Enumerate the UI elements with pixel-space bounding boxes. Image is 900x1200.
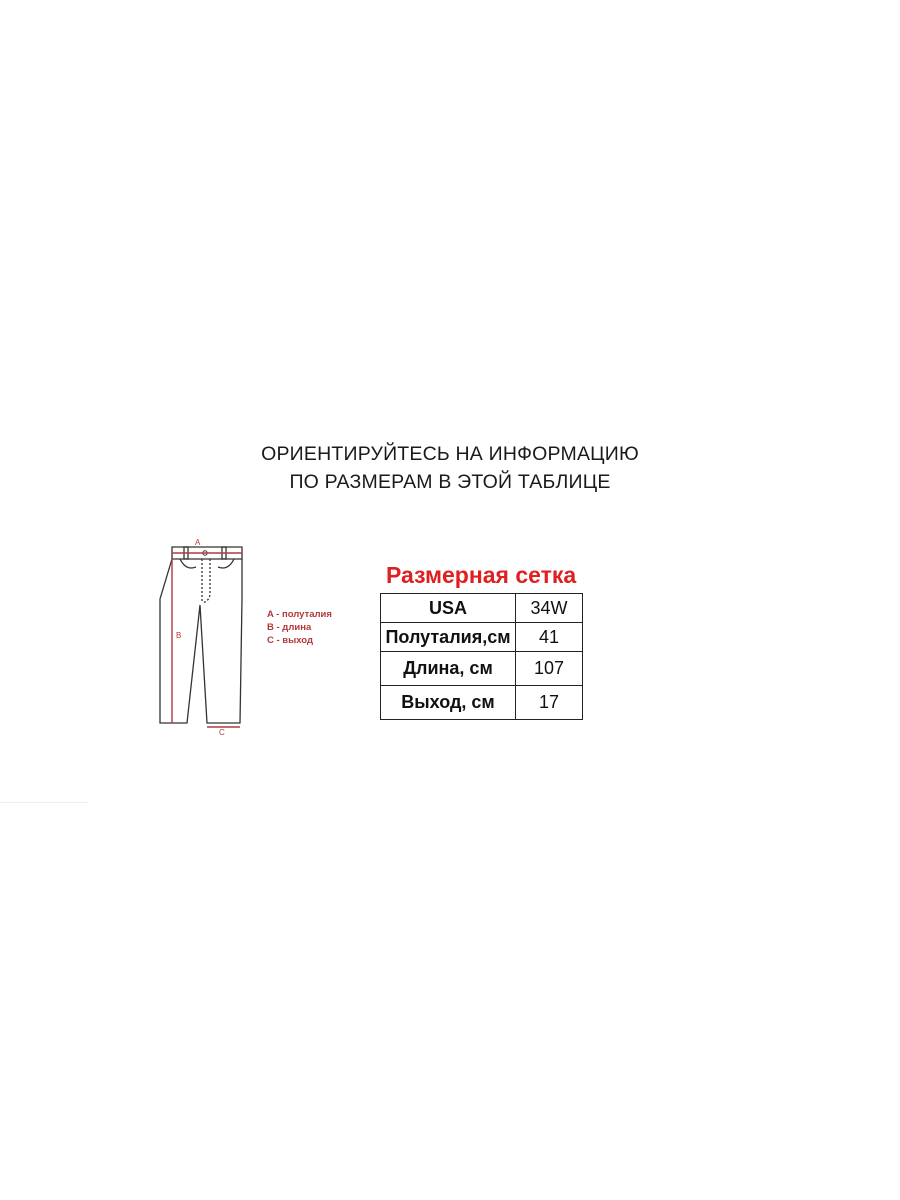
legend-item: A - полуталия	[267, 609, 332, 620]
size-chart-title: Размерная сетка	[386, 562, 577, 588]
legend-item: B - длина	[267, 622, 312, 633]
heading-line-1: ОРИЕНТИРУЙТЕСЬ НА ИНФОРМАЦИЮ	[261, 443, 639, 465]
label-c: C	[219, 728, 225, 737]
table-row	[381, 594, 583, 623]
heading-line-2: ПО РАЗМЕРАМ В ЭТОЙ ТАБЛИЦЕ	[289, 471, 611, 493]
label-a: A	[195, 538, 201, 547]
row-value: 41	[516, 623, 583, 652]
row-label: Длина, см	[381, 652, 516, 686]
row-label: Выход, см	[381, 686, 516, 720]
divider	[0, 802, 88, 803]
table-row	[381, 686, 583, 720]
table-row	[381, 652, 583, 686]
measurement-lines	[172, 553, 242, 727]
row-value: 34W	[516, 594, 583, 623]
row-label: USA	[381, 594, 516, 623]
legend-item: C - выход	[267, 635, 314, 646]
row-value: 107	[516, 652, 583, 686]
row-value: 17	[516, 686, 583, 720]
measurement-legend	[267, 608, 332, 647]
size-table	[380, 593, 583, 720]
label-b: B	[176, 631, 182, 640]
row-label: Полуталия,см	[381, 623, 516, 652]
instruction-heading	[0, 440, 900, 496]
table-row	[381, 623, 583, 652]
